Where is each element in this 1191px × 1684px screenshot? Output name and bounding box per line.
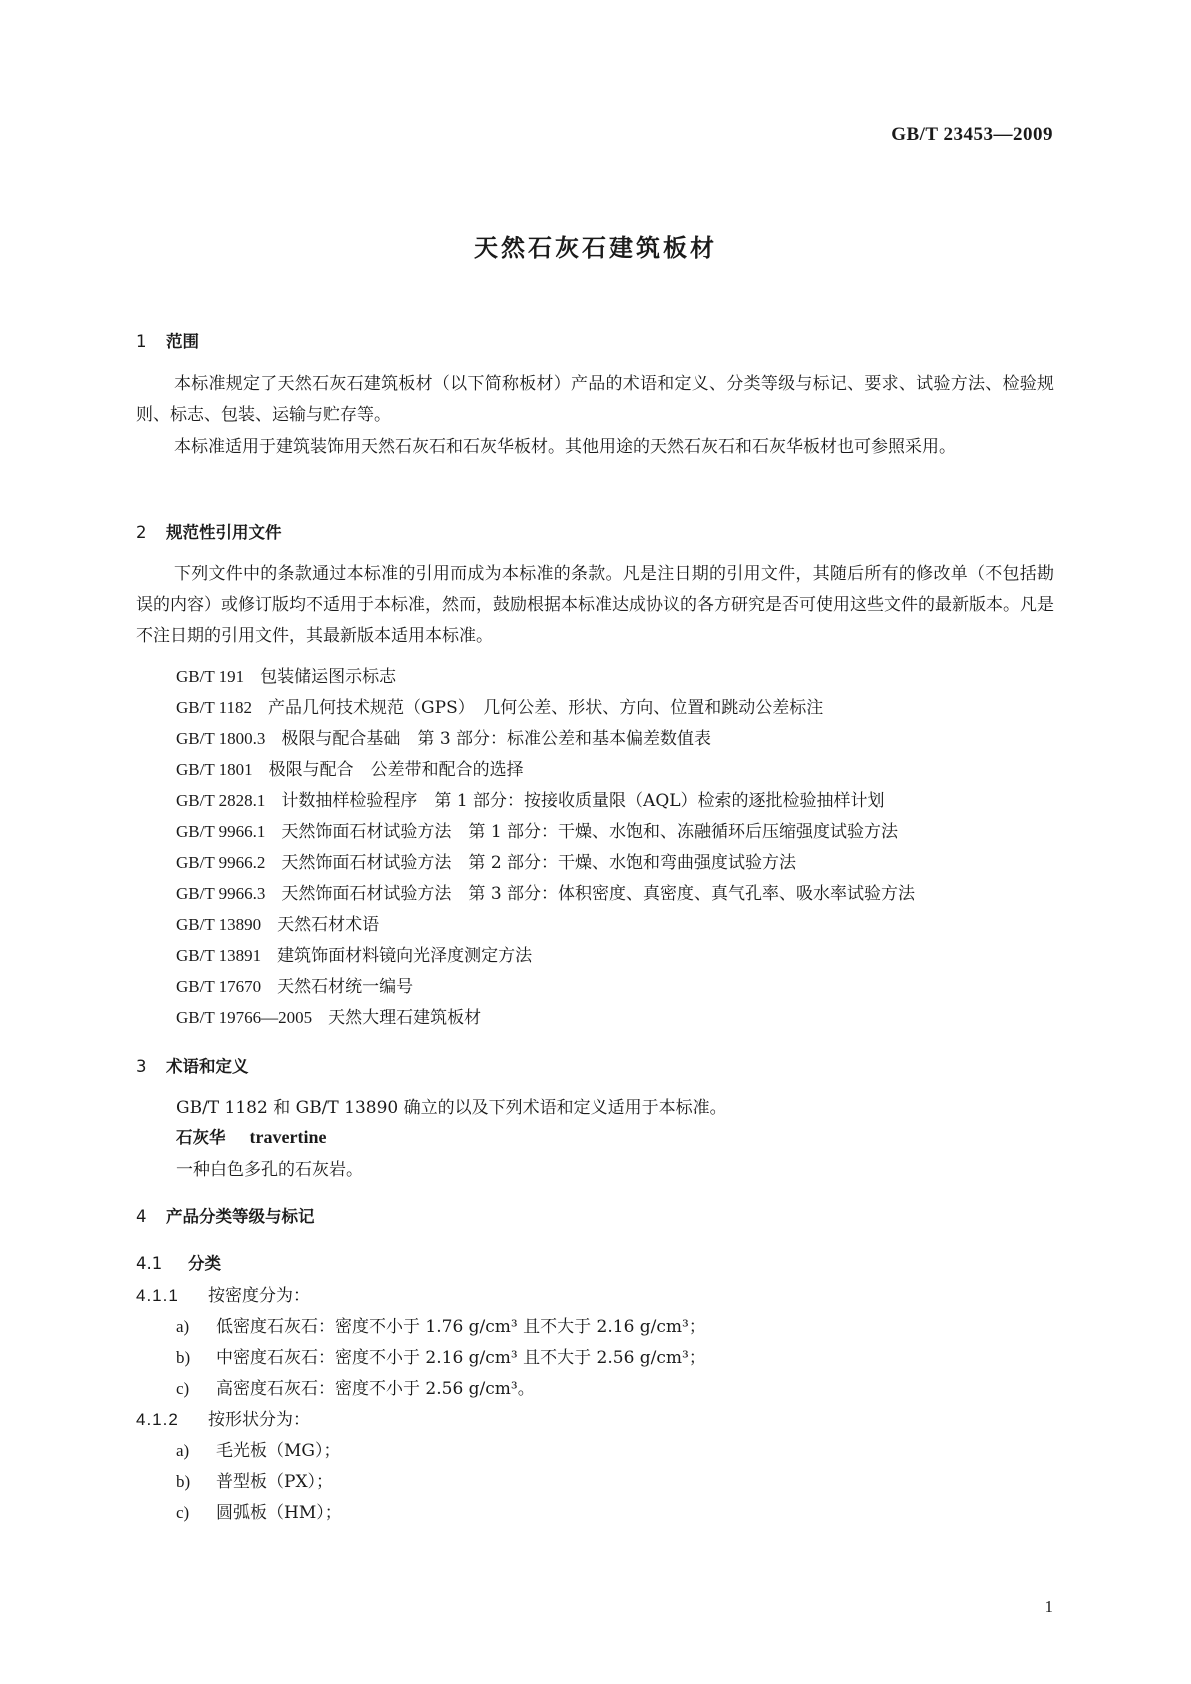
list-text: 中密度石灰石：密度不小于 2.16 g/cm³ 且不大于 2.56 g/cm³； — [216, 1348, 706, 1368]
reference-code: GB/T 9966.3 — [176, 884, 266, 903]
list-text: 普型板（PX）； — [216, 1472, 334, 1492]
reference-title: 天然饰面石材试验方法 第 3 部分：体积密度、真密度、真气孔率、吸水率试验方法 — [281, 884, 916, 904]
paragraph: 本标准适用于建筑装饰用天然石灰石和石灰华板材。其他用途的天然石灰石和石灰华板材也可参照采用。 — [174, 437, 956, 457]
section-number: 3 — [136, 1057, 147, 1076]
reference-title: 极限与配合 公差带和配合的选择 — [268, 760, 524, 780]
list-label: a) — [176, 1317, 190, 1336]
section-heading — [136, 519, 282, 543]
list-text: 圆弧板（HM）； — [216, 1503, 342, 1523]
reference-item — [176, 817, 898, 842]
reference-title: 建筑饰面材料镜向光泽度测定方法 — [277, 946, 533, 966]
reference-title: 计数抽样检验程序 第 1 部分：按接收质量限（AQL）检索的逐批检验抽样计划 — [281, 791, 885, 811]
paragraph: 本标准规定了天然石灰石建筑板材（以下简称板材）产品的术语和定义、分类等级与标记、要求、试验方法、检验规则、标志、包装、运输与贮存等。 — [136, 374, 1054, 425]
list-item — [176, 1467, 333, 1492]
section-title: 产品分类等级与标记 — [166, 1207, 315, 1226]
section-number: 2 — [136, 523, 147, 542]
reference-item — [176, 941, 532, 966]
reference-title: 天然饰面石材试验方法 第 1 部分：干燥、水饱和、冻融循环后压缩强度试验方法 — [281, 822, 899, 842]
clause — [136, 1405, 310, 1430]
section-heading — [136, 1203, 315, 1227]
reference-item — [176, 786, 885, 811]
clause-number: 4.1.2 — [136, 1410, 179, 1429]
reference-title: 天然大理石建筑板材 — [328, 1008, 482, 1028]
subsection-title: 分类 — [188, 1254, 221, 1273]
reference-title: 天然石材术语 — [277, 915, 380, 935]
list-text: 高密度石灰石：密度不小于 2.56 g/cm³。 — [216, 1379, 535, 1399]
section-heading — [136, 328, 199, 352]
reference-item — [176, 910, 379, 935]
reference-item — [176, 662, 396, 687]
clause-text: 按密度分为： — [208, 1286, 310, 1306]
term-chinese: 石灰华 — [176, 1128, 226, 1147]
list-label: c) — [176, 1503, 190, 1522]
reference-code: GB/T 9966.2 — [176, 853, 266, 872]
clause-number: 4.1.1 — [136, 1286, 179, 1305]
list-text: 低密度石灰石：密度不小于 1.76 g/cm³ 且不大于 2.16 g/cm³； — [216, 1317, 706, 1337]
paragraph: 下列文件中的条款通过本标准的引用而成为本标准的条款。凡是注日期的引用文件，其随后所有的修改单（不包括勘误的内容）或修订版均不适用于本标准，然而，鼓励根据本标准达成协议的各方研究是否可使用这些文件的最新版本。凡是不注日期的引用文件，其最新版本适用本标准。 — [136, 564, 1054, 646]
section-number: 4 — [136, 1207, 147, 1226]
reference-item — [176, 972, 413, 997]
reference-item — [176, 879, 915, 904]
term-definition: 一种白色多孔的石灰岩。 — [176, 1160, 363, 1180]
section-title: 规范性引用文件 — [166, 523, 282, 542]
document-title: 天然石灰石建筑板材 — [474, 234, 717, 262]
reference-title: 天然饰面石材试验方法 第 2 部分：干燥、水饱和弯曲强度试验方法 — [281, 853, 797, 873]
page-number: 1 — [1044, 1597, 1053, 1616]
list-label: a) — [176, 1441, 190, 1460]
reference-code: GB/T 1182 — [176, 698, 253, 717]
reference-code: GB/T 13890 — [176, 915, 262, 934]
reference-title: 天然石材统一编号 — [277, 977, 414, 997]
list-label: b) — [176, 1472, 191, 1491]
section-title: 术语和定义 — [166, 1057, 249, 1076]
reference-item — [176, 693, 823, 718]
subsection-heading — [136, 1250, 221, 1274]
list-item — [176, 1343, 706, 1368]
subsection-number: 4.1 — [136, 1254, 163, 1273]
reference-code: GB/T 191 — [176, 667, 245, 686]
reference-item — [176, 724, 711, 749]
terms-intro: GB/T 1182 和 GB/T 13890 确立的以及下列术语和定义适用于本标准。 — [176, 1098, 727, 1118]
section-title: 范围 — [166, 332, 199, 351]
reference-item — [176, 1003, 481, 1028]
reference-code: GB/T 2828.1 — [176, 791, 266, 810]
reference-item — [176, 755, 524, 780]
reference-code: GB/T 9966.1 — [176, 822, 266, 841]
reference-code: GB/T 1800.3 — [176, 729, 266, 748]
term-english: travertine — [249, 1127, 327, 1147]
list-item — [176, 1312, 706, 1337]
clause-text: 按形状分为： — [208, 1410, 310, 1430]
clause — [136, 1281, 310, 1306]
reference-title: 包装储运图示标志 — [260, 667, 397, 687]
reference-item — [176, 848, 796, 873]
list-label: c) — [176, 1379, 190, 1398]
standard-number: GB/T 23453—2009 — [891, 124, 1053, 145]
reference-code: GB/T 19766—2005 — [176, 1008, 313, 1027]
reference-title: 极限与配合基础 第 3 部分：标准公差和基本偏差数值表 — [281, 729, 712, 749]
reference-code: GB/T 13891 — [176, 946, 262, 965]
reference-code: GB/T 17670 — [176, 977, 262, 996]
section-heading — [136, 1053, 249, 1077]
list-item — [176, 1436, 341, 1461]
list-text: 毛光板（MG）； — [216, 1441, 341, 1461]
list-item — [176, 1374, 535, 1399]
list-item — [176, 1498, 342, 1523]
reference-title: 产品几何技术规范（GPS） 几何公差、形状、方向、位置和跳动公差标注 — [268, 698, 824, 718]
list-label: b) — [176, 1348, 191, 1367]
reference-code: GB/T 1801 — [176, 760, 253, 779]
section-number: 1 — [136, 332, 147, 351]
term-entry — [176, 1124, 326, 1148]
